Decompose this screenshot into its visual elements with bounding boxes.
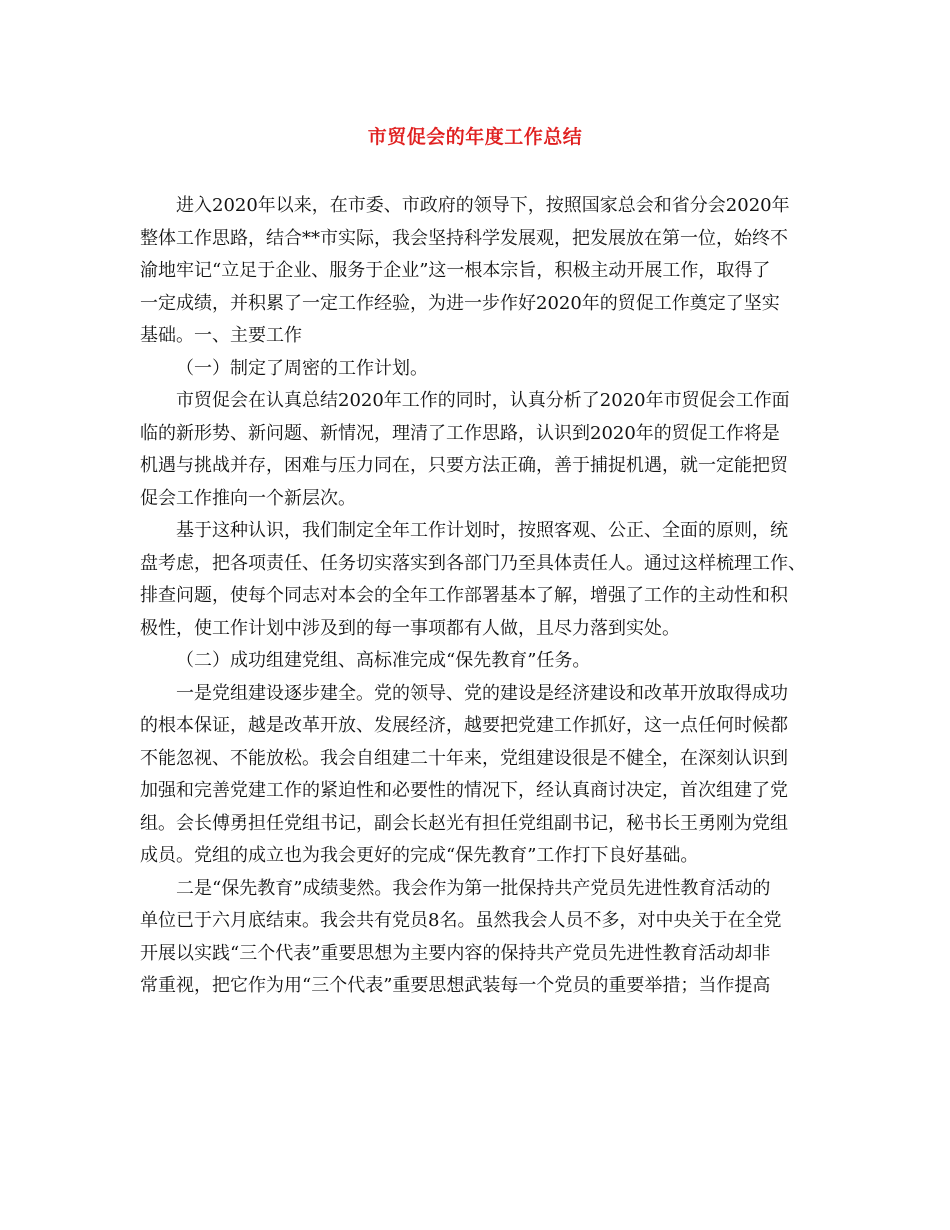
document-title: 市贸促会的年度工作总结 [367, 126, 583, 148]
text-line: 促会工作推向一个新层次。 [140, 487, 356, 509]
text-line: 市贸促会在认真总结2020年工作的同时，认真分析了2020年市贸促会工作面 [176, 390, 790, 411]
text-line: 极性，使工作计划中涉及到的每一事项都有人做，且尽力落到实处。 [140, 617, 680, 639]
heading-text: （二）成功组建党组、高标准完成“保先教育”任务。 [176, 650, 591, 671]
text-line: 一定成绩，并积累了一定工作经验，为进一步作好2020年的贸促工作奠定了坚实 [140, 292, 780, 314]
text-line: 成员。党组的成立也为我会更好的完成“保先教育”工作打下良好基础。 [140, 845, 699, 866]
text-line: 加强和完善党建工作的紧迫性和必要性的情况下，经认真商讨决定，首次组建了党 [140, 780, 788, 801]
paragraph-plan [140, 515, 820, 645]
text-line: 不能忽视、不能放松。我会自组建二十年来，党组建设很是不健全，在深刻认识到 [140, 747, 788, 769]
text-line: 盘考虑，把各项责任、任务切实落实到各部门乃至具体责任人。通过这样梳理工作、 [140, 552, 806, 574]
text-line: 临的新形势、新问题、新情况，理清了工作思路，认识到2020年的贸促工作将是 [140, 422, 780, 444]
text-line: 的根本保证，越是改革开放、发展经济，越要把党建工作抓好，这一点任何时候都 [140, 715, 788, 736]
text-line: 二是“保先教育”成绩斐然。我会作为第一批保持共产党员先进性教育活动的 [176, 877, 771, 899]
text-line: 机遇与挑战并存，困难与压力同在，只要方法正确，善于捕捉机遇，就一定能把贸 [140, 455, 788, 476]
text-line: 排查问题，使每个同志对本会的全年工作部署基本了解，增强了工作的主动性和积 [140, 585, 788, 606]
text-line: 进入2020年以来，在市委、市政府的领导下，按照国家总会和省分会2020年 [176, 195, 790, 216]
text-line: 一是党组建设逐步建全。党的领导、党的建设是经济建设和改革开放取得成功 [176, 682, 788, 704]
paragraph-education [140, 873, 820, 1003]
text-line: 渝地牢记“立足于企业、服务于企业”这一根本宗旨，积极主动开展工作，取得了 [140, 260, 771, 281]
text-line: 基础。一、主要工作 [140, 325, 302, 346]
text-line: 常重视，把它作为用“三个代表”重要思想武装每一个党员的重要举措；当作提高 [140, 975, 771, 996]
heading-text: （一）制定了周密的工作计划。 [176, 357, 428, 379]
paragraph-party-group [140, 678, 820, 873]
text-line: 开展以实践“三个代表”重要思想为主要内容的保持共产党员先进性教育活动却非 [140, 942, 771, 964]
text-line: 整体工作思路，结合**市实际，我会坚持科学发展观，把发展放在第一位，始终不 [140, 227, 788, 249]
text-line: 单位已于六月底结束。我会共有党员8名。虽然我会人员不多，对中央关于在全党 [140, 910, 782, 931]
section-heading-2 [140, 645, 820, 678]
document-body [140, 190, 820, 1003]
section-heading-1 [140, 353, 820, 386]
paragraph-analysis [140, 385, 820, 515]
text-line: 组。会长傅勇担任党组书记，副会长赵光有担任党组副书记，秘书长王勇刚为党组 [140, 812, 788, 834]
paragraph-intro [140, 190, 820, 353]
text-line: 基于这种认识，我们制定全年工作计划时，按照客观、公正、全面的原则，统 [176, 520, 788, 541]
